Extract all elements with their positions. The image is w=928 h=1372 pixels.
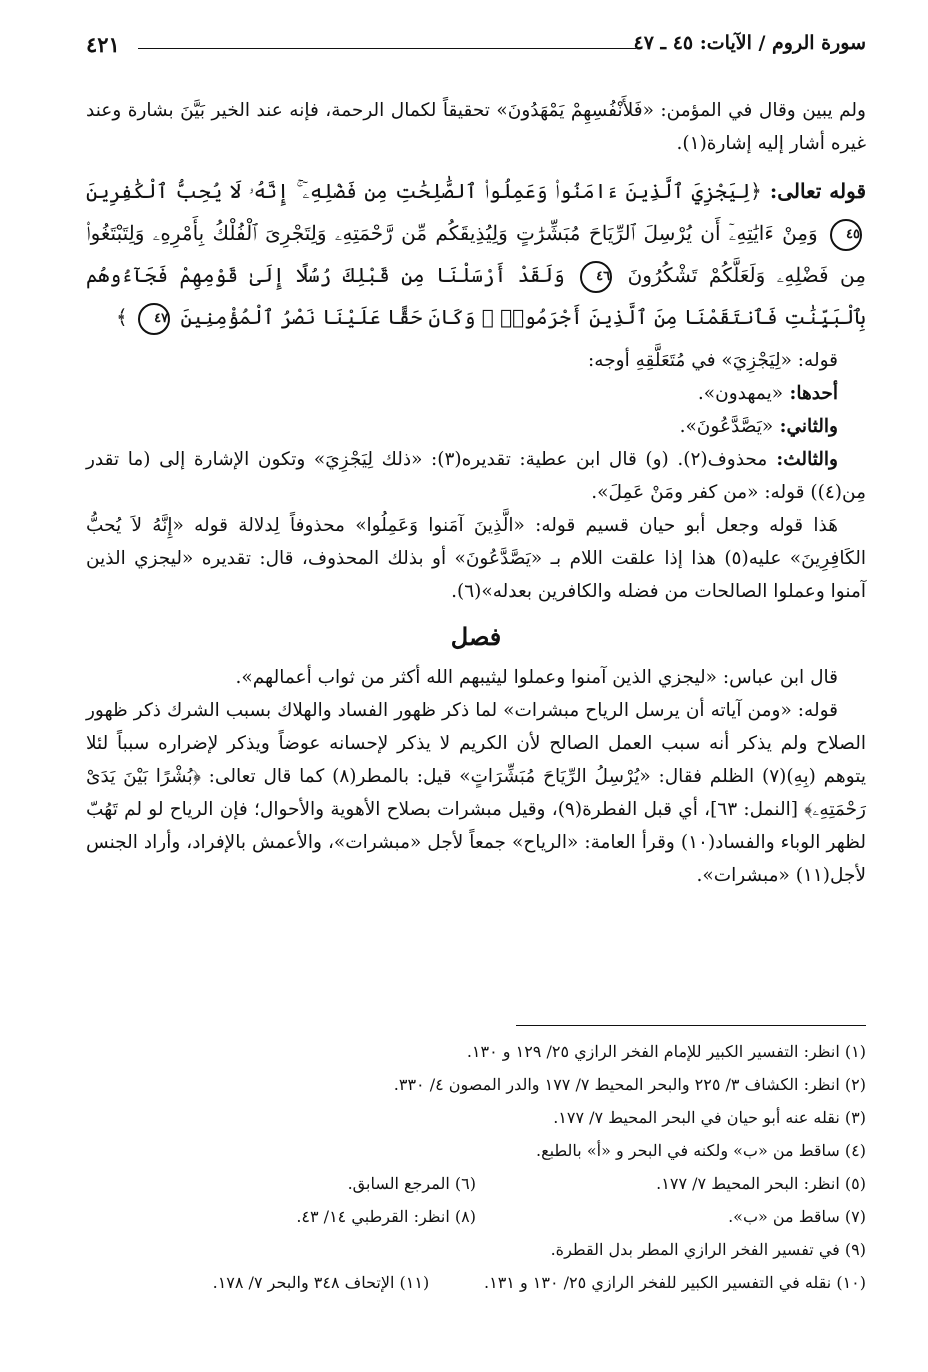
aspect-second-label: والثاني: (773, 416, 838, 437)
paragraph-winds: قوله: «ومن آياته أن يرسل الرياح مبشرات» لما ذكر ظهور الفساد والهلاك بسبب الشرك ذكر ظهور الصلاح ولم يذكر أنه سبب العمل الصالح لأن الكريم لا يذكر لإحسانه عوضاً ويذكر لإضراره سبباً لئلا يتوهم (بِهِ)(٧) الظلم فقال: «يُرْسِلُ الرِّيَاحَ مُبَشِّرَاتٍ» قيل: بالمطر(٨) كما قال تعالى: ﴿بُشْرًا بَيْنَ يَدَىْ رَحْمَتِهِۦ﴾ [النمل: ٦٣]، أي قبل الفطرة(٩)، وقيل مبشرات بصلاح الأهوية والأحوال؛ فإن الرياح لو لم تَهُبّ لظهر الوباء والفساد(١٠) وقرأ العامة: «الرياح» جمعاً لأجل «مبشرات»، والأعمش بالإفراد، وأراد الجنس لأجل(١١) «مبشرات». (86, 700, 866, 886)
header-rule (138, 48, 636, 49)
aspect-third-label: والثالث: (767, 449, 838, 470)
paragraph-abu-hayyan: هَذا قوله وجعل أبو حيان قسيم قوله: «الَّذِينَ آمَنوا وَعَمِلُوا» محذوفاً لِدلالة قوله «إِنَّهُ لاَ يُحبُّ الكَافِرِينَ» عليه(٥) هذا إذا علقت اللام بـ «يَصَّدَّعُونَ» أو بذلك المحذوف، قال: تقديره «ليجزي الذين آمنوا وعملوا الصالحات من فضله والكافرين بعدله»(٦). (86, 515, 867, 602)
footnote-7: (٧) ساقط من «ب». (728, 1207, 866, 1226)
aspect-first-text: «يمهدون». (697, 383, 784, 404)
footnote-5: (٥) انظر: البحر المحيط ٧/ ١٧٧. (656, 1174, 866, 1193)
footnote-6: (٦) المرجع السابق. (347, 1174, 476, 1193)
footnote-row-7-8 (86, 1200, 866, 1233)
running-title: سورة الروم / الآيات: ٤٥ ـ ٤٧ (633, 32, 866, 54)
section-heading: فصل (450, 622, 502, 651)
footnote-row-10-11 (86, 1266, 866, 1299)
footnote-8: (٨) انظر: القرطبي ١٤/ ٤٣. (296, 1207, 476, 1226)
aspect-second-text: «يَصَّدَّعُونَ». (679, 416, 774, 437)
ayah-marker-45: ٤٥ (830, 219, 862, 251)
quran-passage (86, 170, 866, 338)
quran-lead: قوله تعالى: (761, 179, 867, 203)
footnote-3: (٣) نقله عنه أبو حيان في البحر المحيط ٧/ ١٧٧. (553, 1108, 866, 1127)
aspect-first-label: أحدها: (783, 383, 838, 404)
main-text (86, 94, 866, 892)
footnote-9: (٩) في تفسير الفخر الرازي المطر بدل القطرة. (550, 1240, 866, 1259)
quran-close-bracket: ﴾ (116, 305, 128, 329)
quran-verse-46: وَمِنْ ءَايَٰتِهِۦٓ أَن يُرْسِلَ ٱلرِّيَاحَ مُبَشِّرَٰتٍ وَلِيُذِيقَكُم مِّن رَّحْمَتِهِۦ وَلِتَجْرِىَ ٱلْفُلْكُ بِأَمْرِهِۦ وَلِتَبْتَغُوا۟ مِن فَضْلِهِۦ وَلَعَلَّكُمْ تَشْكُرُونَ (86, 221, 866, 287)
page-header (86, 30, 866, 64)
footnote-11: (١١) الإتحاف ٣٤٨ والبحر ٧/ ١٧٨. (212, 1273, 430, 1292)
paragraph-intro: ولم يبين وقال في المؤمن: «فَلأَنْفُسِهِمْ يَمْهَدُونَ» تحقيقاً لكمال الرحمة، فإنه عند الخير بَيَّنَ بشارة وعند غيره أشار إليه إشارة(١). (86, 100, 866, 154)
footnote-rule (516, 1025, 866, 1026)
aspect-third (86, 443, 866, 509)
page-number: ٤٢١ (86, 32, 120, 57)
aspect-third-text: محذوف(٢). (و) قال ابن عطية: تقديره(٣): «ذلك لِيَجْزِيَ» وتكون الإشارة إلى (ما تقدر مِن(٤)) قوله: «من كفر ومَنْ عَمِلَ». (86, 449, 866, 503)
aspect-second (86, 410, 866, 443)
footnote-1: (١) انظر: التفسير الكبير للإمام الفخر الرازي ٢٥/ ١٢٩ و ١٣٠. (466, 1042, 866, 1061)
paragraph-ibn-abbas: قال ابن عباس: «ليجزي الذين آمنوا وعملوا ليثيبهم الله أكثر من ثواب أعمالهم». (235, 667, 838, 688)
ayah-marker-47: ٤٧ (138, 303, 170, 335)
footnote-row-5-6 (86, 1167, 866, 1200)
footnote-4: (٤) ساقط من «ب» ولكنه في البحر و «أ» بالطبع. (535, 1141, 866, 1160)
ayah-marker-46: ٤٦ (580, 261, 612, 293)
quran-verse-47: وَلَقَدْ أَرْسَلْنَا مِن قَبْلِكَ رُسُلًا إِلَىٰ قَوْمِهِمْ فَجَآءُوهُم بِٱلْبَيِّنَٰتِ فَٱنتَقَمْنَا مِنَ ٱلَّذِينَ أَجْرَمُوا۟ ۖ وَكَانَ حَقًّا عَلَيْنَا نَصْرُ ٱلْمُؤْمِنِينَ (86, 263, 866, 329)
footnotes (86, 1035, 866, 1299)
footnote-2: (٢) انظر: الكشاف ٣/ ٢٢٥ والبحر المحيط ٧/ ١٧٧ والدر المصون ٤/ ٣٣٠. (393, 1075, 866, 1094)
aspect-first (86, 377, 866, 410)
footnote-10: (١٠) نقله في التفسير الكبير للفخر الرازي ٢٥/ ١٣٠ و ١٣١. (484, 1273, 866, 1292)
quran-verse-45: ﴿لِيَجْزِيَ ٱلَّذِينَ ءَامَنُوا۟ وَعَمِلُوا۟ ٱلصَّٰلِحَٰتِ مِن فَضْلِهِۦٓ ۚ إِنَّهُۥ لَا يُحِبُّ ٱلْكَٰفِرِينَ (86, 179, 762, 203)
paragraph-aspects: قوله: «لِيَجْزِيَ» في مُتَعَلَّقِهِ أوجه: (588, 350, 838, 371)
